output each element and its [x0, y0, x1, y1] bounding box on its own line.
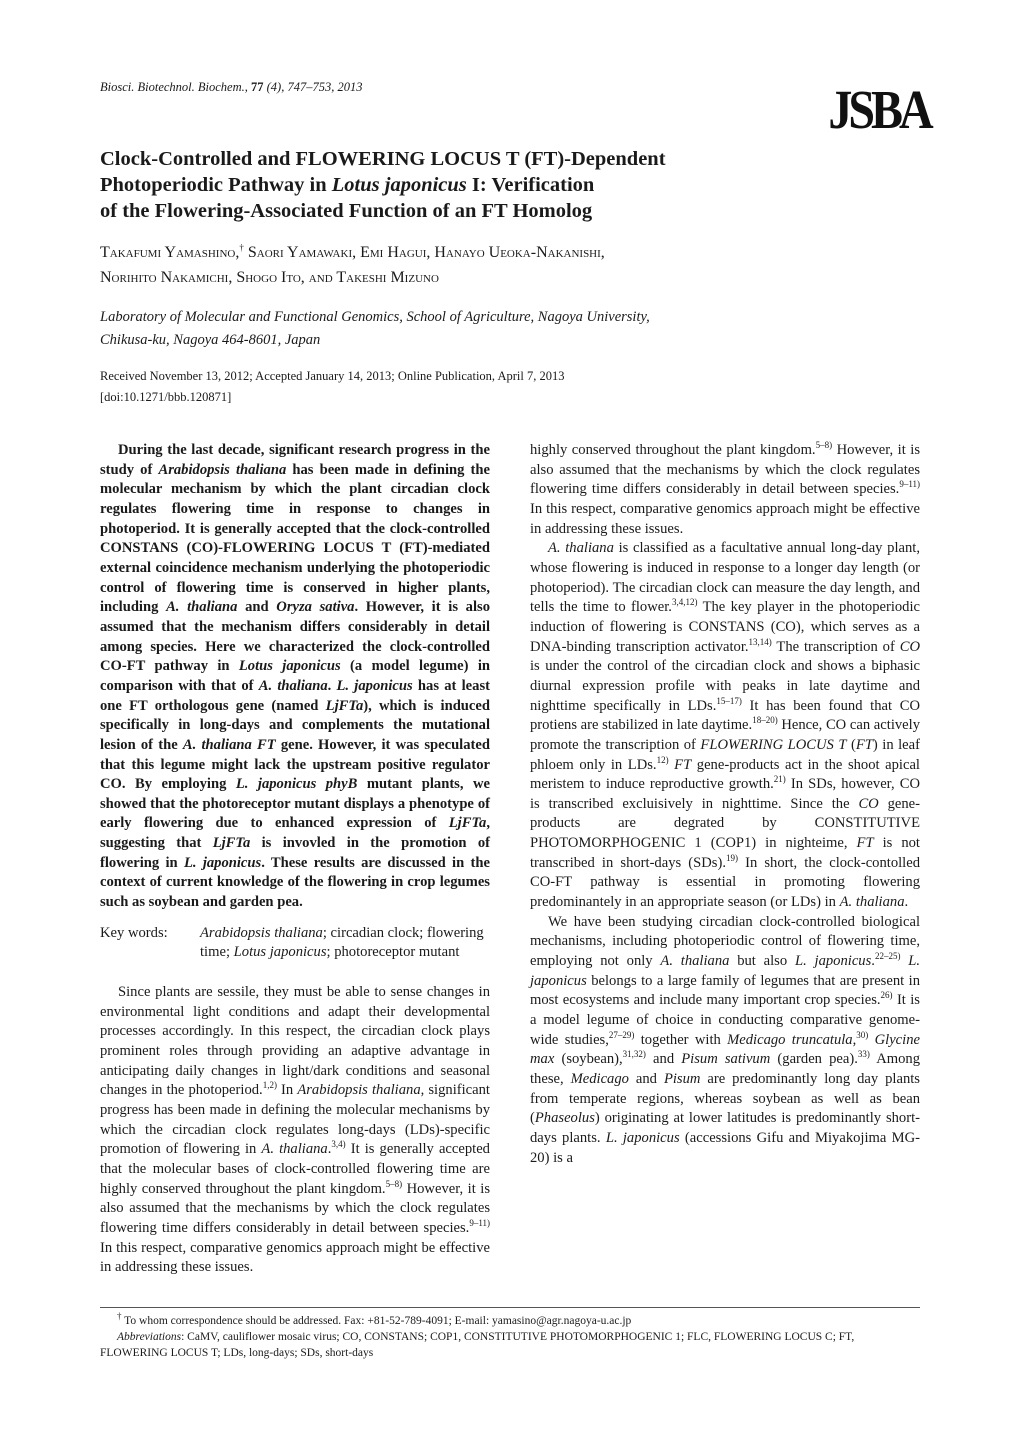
citation: 26): [880, 990, 893, 1001]
abbreviations-footnote: Abbreviations: CaMV, cauliflower mosaic virus; CO, CONSTANS; COP1, CONSTITUTIVE PHOTOMORPHOGENIC 1; FLC, FLOWERING LOCUS C; FT, FLOWERING LOCUS T; LDs, long-days; SDs, short-days: [100, 1331, 855, 1359]
citation: 1,2): [262, 1080, 277, 1091]
citation: 3,4): [331, 1139, 346, 1150]
title-species: Lotus japonicus: [331, 174, 467, 196]
author-list: [100, 240, 920, 290]
journal-name: Biosci. Biotechnol. Biochem.: [100, 80, 245, 94]
citation: 22–25): [874, 951, 901, 962]
article-title: [100, 146, 860, 224]
right-column: [530, 441, 920, 1168]
citation: 3,4,12): [671, 597, 698, 608]
body-paragraph-3: We have been studying circadian clock-controlled biological mechanisms, including photoperiodic control of flowering time, employing not only A. thaliana but also L. japonicus.$^{22-25)}$ L. japonicus belongs to a large family of legumes that are present in most ecosystems and include many important crop species.$^{26)}$ It is a model legume of choice in conducting comparative genome-wide studies,$^{27-29)}$ together with Medicago truncatula,$^{30)}$ Glycine max (soybean),$^{31,32)}$ and Pisum sativum (garden pea).$^{33)}$ Among these, Medicago and Pisum are predominantly long day plants from temperate regions, whereas soybean as well as bean (Phaseolus) originating at lower latitudes is predominantly short-days plants. L. japonicus (accessions Gifu and Miyakojima MG-20) is a: [530, 913, 921, 1166]
jsbba-logo: [828, 79, 930, 141]
keywords: [100, 924, 490, 963]
affiliation: Laboratory of Molecular and Functional Genomics, School of Agriculture, Nagoya University, Chikusa-ku, Nagoya 464-8601, Japan: [100, 309, 650, 348]
citation: 18–20): [752, 715, 778, 726]
title-line-3: of the Flowering-Associated Function of an FT Homolog: [100, 200, 593, 222]
author-line-1: Takafumi Yamashino,† Saori Yamawaki, Emi Hagui, Hanayo Ueoka-Nakanishi,: [100, 242, 605, 261]
journal-citation: Biosci. Biotechnol. Biochem., 77 (4), 747–753, 2013: [100, 80, 363, 94]
citation: 30): [856, 1029, 869, 1040]
publication-dates: [100, 366, 920, 408]
footnotes: [100, 1313, 920, 1361]
left-column: [100, 441, 490, 1278]
correspondence-footnote: † To whom correspondence should be addressed. Fax: +81-52-789-4091; E-mail: yamasino@agr.nagoya-u.ac.jp: [117, 1311, 632, 1327]
correspondence-mark: †: [239, 242, 244, 253]
citation: 19): [726, 852, 738, 863]
intro-paragraph: Since plants are sessile, they must be able to sense changes in environmental light conditions and adapt their developmental processes accordingly. In this respect, the circadian clock plays prominent roles through providing an adaptive advantage in anticipating daily changes in light/dark conditions and seasonal changes in the photoperiod.$^{1,2)}$ In Arabidopsis thaliana, significant progress has been made in defining the molecular mechanisms by which the circadian clock regulates long-days (LDs)-specific promotion of flowering in A. thaliana.$^{3,4)}$ It is generally accepted that the molecular bases of clock-controlled flowering time are highly conserved throughout the plant kingdom.$^{5-8)}$ However, it is also assumed that the mechanisms by which the clock regulates flowering time differs considerably in detail between species.$^{9-11)}$ In this respect, comparative genomics approach might be effective in addressing these issues.: [100, 984, 491, 1276]
citation: 9–11): [469, 1218, 490, 1229]
author-line-2: Norihito Nakamichi, Shogo Ito, and Takeshi Mizuno: [100, 269, 439, 286]
received-dates: Received November 13, 2012; Accepted January 14, 2013; Online Publication, April 7, 2013: [100, 369, 565, 383]
journal-volume: 77: [251, 80, 264, 94]
abstract: During the last decade, significant research progress in the study of Arabidopsis thaliana has been made in defining the molecular mechanism by which the plant circadian clock regulates flowering time in response to changes in photoperiod. It is generally accepted that the clock-controlled CONSTANS (CO)-FLOWERING LOCUS T (FT)-mediated external coincidence mechanism underlying the photoperiodic control of flowering time is conserved in higher plants, including A. thaliana and Oryza sativa. However, it is also assumed that the mechanism differs considerably in detail among species. Here we characterized the clock-controlled CO-FT pathway in Lotus japonicus (a model legume) in comparison with that of A. thaliana. L. japonicus has at least one FT orthologous gene (named LjFTa), which is induced specifically in long-days and complements the mutational lesion of the A. thaliana FT gene. However, it was speculated that this legume might lack the upstream positive regulator CO. By employing L. japonicus phyB mutant plants, we showed that the photoreceptor mutant displays a phenotype of early flowering due to enhanced expression of LjFTa, suggesting that LjFTa is invovled in the promotion of flowering in L. japonicus. These results are discussed in the context of current knowledge of the flowering in crop legumes such as soybean and garden pea.: [100, 442, 491, 911]
citation: 5–8): [385, 1178, 403, 1189]
title-line-2: Photoperiodic Pathway in Lotus japonicus I: Verification: [100, 174, 595, 196]
citation: 21): [773, 774, 786, 785]
body-paragraph-2: A. thaliana is classified as a facultative annual long-day plant, whose flowering is induced in response to a longer day length (or photoperiod). The circadian clock can measure the day length, and tells the time to flower.$^{3,4,12)}$ The key player in the photoperiodic induction of flowering is CONSTANS (CO), which serves as a DNA-binding transcription activator.$^{13,14)}$ The transcription of CO is under the control of the circadian clock and shows a biphasic diurnal expression profile with peaks in late daytime and nighttime specifically in LDs.$^{15-17)}$ It has been found that CO protiens are stabilized in late daytime.$^{18-20)}$ Hence, CO can actively promote the transcription of FLOWERING LOCUS T (FT) in leaf phloem only in LDs.$^{12)}$ FT gene-products act in the shoot apical meristem to induce reproductive growth.$^{21)}$ In SDs, however, CO is transcribed excluisively in nighttime. Since the CO gene-products are degrated by CONSTITUTIVE PHOTOMORPHOGENIC 1 (COP1) in nighteime, FT is not transcribed in short-days (SDs).$^{19)}$ In short, the clock-contolled CO-FT pathway is essential in promoting flowering predominantely in an appropriate season (or LDs) in A. thaliana.: [530, 540, 921, 911]
citation: 12): [656, 754, 669, 765]
logo-text: JSBA: [828, 79, 930, 141]
citation: 27–29): [608, 1029, 635, 1040]
doi: [doi:10.1271/bbb.120871]: [100, 390, 232, 404]
intro-continued: highly conserved throughout the plant kingdom.$^{5-8)}$ However, it is also assumed that the mechanisms by which the clock regulates flowering time differs considerably in detail between species.$^{9-11)}$ In this respect, comparative genomics approach might be effective in addressing these issues.: [530, 440, 921, 537]
footnote-divider: [100, 1307, 920, 1308]
title-line-1: Clock-Controlled and FLOWERING LOCUS T (FT)-Dependent: [100, 148, 666, 170]
citation: 15–17): [716, 695, 742, 706]
citation: 33): [857, 1049, 870, 1060]
keywords-list: Arabidopsis thaliana; circadian clock; flowering time; Lotus japonicus; photoreceptor mutant: [200, 924, 484, 961]
citation: 31,32): [622, 1049, 646, 1060]
keywords-label: Key words:: [100, 924, 168, 941]
journal-issue-pages: (4), 747–753, 2013: [266, 80, 363, 94]
citation: 13,14): [748, 636, 772, 647]
